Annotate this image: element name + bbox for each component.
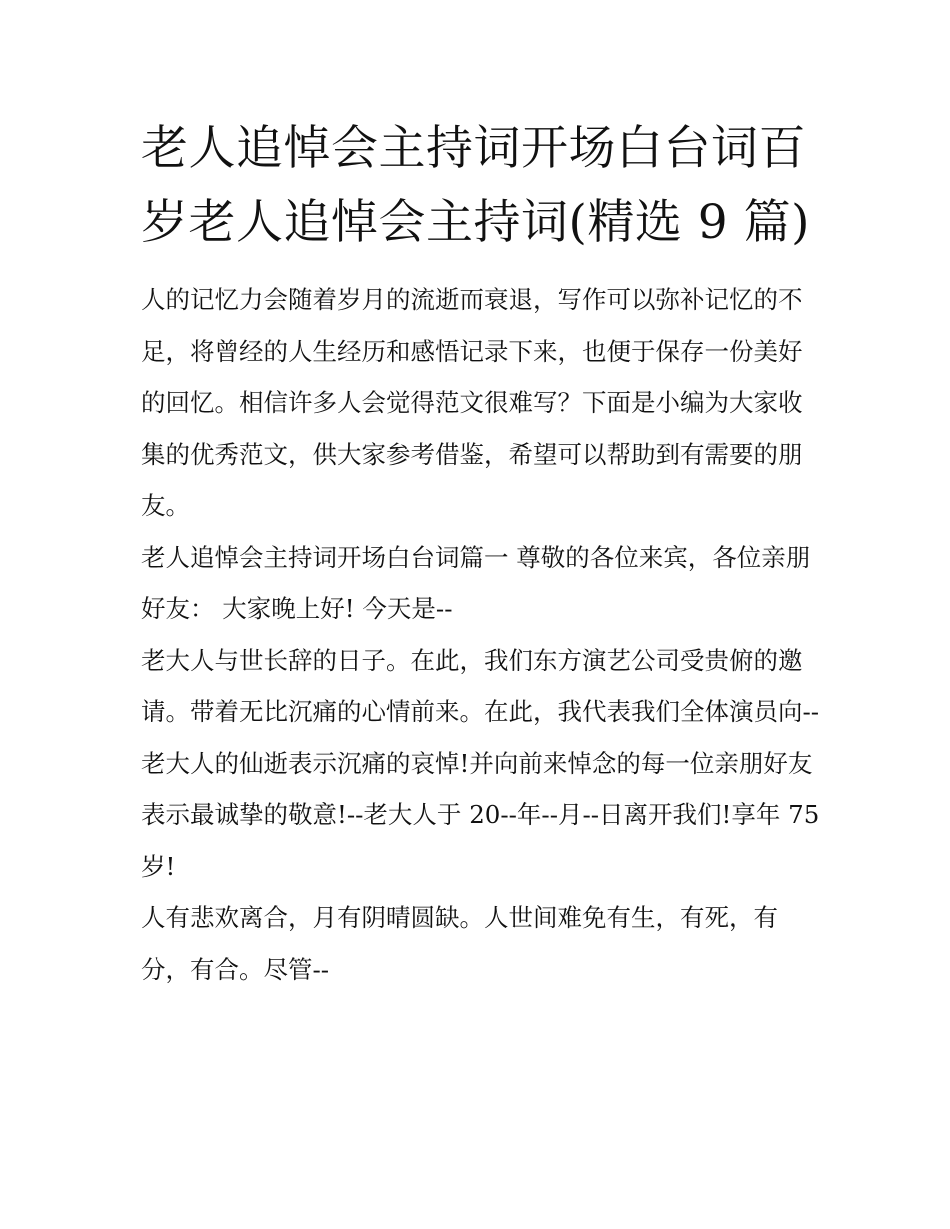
paragraph-condolence: 老大人的仙逝表示沉痛的哀悼!并向前来悼念的每一位亲朋好友表示最诚挚的敬意!--老大人于 20--年--月--日离开我们!享年 75 岁! [141,748,820,881]
paragraph-life-reflection: 人有悲欢离合，月有阴晴圆缺。人世间难免有生，有死，有分，有合。尽管-- [141,903,778,984]
document-body [141,274,821,995]
document-title: 老人追悼会主持词开场白台词百岁老人追悼会主持词(精选 9 篇) [141,121,810,250]
paragraph-invitation: 老大人与世长辞的日子。在此，我们东方演艺公司受贵俯的邀请。带着无比沉痛的心情前来。在此，我代表我们全体演员向-- [141,645,820,726]
paragraph-intro: 人的记忆力会随着岁月的流逝而衰退，写作可以弥补记忆的不足，将曾经的人生经历和感悟记录下来，也便于保存一份美好的回忆。相信许多人会觉得范文很难写？下面是小编为大家收集的优秀范文，供大家参考借鉴，希望可以帮助到有需要的朋友。 [141,285,803,520]
paragraph-section-one-opening: 老人追悼会主持词开场白台词篇一 尊敬的各位来宾，各位亲朋好友： 大家晚上好! 今天是-- [141,542,811,623]
document-page [141,112,821,995]
